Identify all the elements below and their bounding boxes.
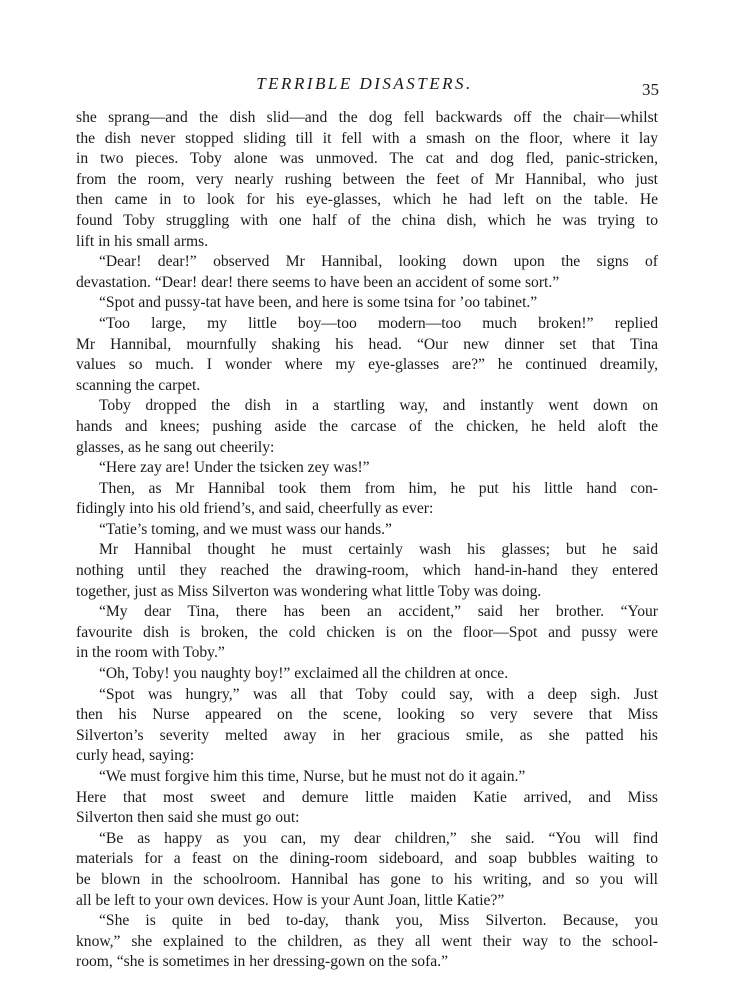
page-number: 35: [642, 80, 659, 99]
running-head: TERRIBLE DISASTERS.: [256, 74, 473, 93]
text-line: glasses, as he sang out cheerily:: [76, 438, 275, 456]
text-line: “Oh, Toby! you naughty boy!” exclaimed all the children at once.: [99, 665, 509, 683]
text-line: fidingly into his old friend’s, and said, cheerfully as ever:: [76, 500, 434, 518]
text-line: Silverton’s severity melted away in her gracious smile, as she patted his: [76, 726, 658, 744]
text-line: “She is quite in bed to-day, thank you, Miss Silverton. Because, you: [99, 912, 658, 930]
text-line: “Spot and pussy-tat have been, and here is some tsina for ’oo tabinet.”: [99, 294, 538, 312]
text-line: together, just as Miss Silverton was wondering what little Toby was doing.: [76, 582, 542, 600]
text-line: materials for a feast on the dining-room sideboard, and soap bubbles waiting to: [76, 850, 658, 868]
text-line: “My dear Tina, there has been an accident,” said her brother. “Your: [99, 603, 658, 621]
text-line: in the room with Toby.”: [76, 644, 225, 662]
text-line: be blown in the schoolroom. Hannibal has gone to his writing, and so you will: [76, 870, 658, 888]
text-line: found Toby struggling with one half of the china dish, which he was trying to: [76, 211, 658, 229]
text-line: then his Nurse appeared on the scene, looking so very severe that Miss: [76, 706, 658, 724]
text-line: Toby dropped the dish in a startling way, and instantly went down on: [99, 397, 658, 415]
text-line: “Too large, my little boy—too modern—too much broken!” replied: [99, 314, 658, 332]
text-line: from the room, very nearly rushing between the feet of Mr Hannibal, who just: [76, 170, 658, 188]
text-line: scanning the carpet.: [76, 376, 201, 394]
body-text: [76, 108, 658, 973]
text-line: values so much. I wonder where my eye-glasses are?” he continued dreamily,: [76, 356, 658, 374]
text-line: nothing until they reached the drawing-room, which hand-in-hand they entered: [76, 562, 658, 580]
text-line: she sprang—and the dish slid—and the dog fell backwards off the chair—whilst: [76, 109, 658, 126]
text-line: room, “she is sometimes in her dressing-gown on the sofa.”: [76, 953, 449, 971]
text-line: hands and knees; pushing aside the carcase of the chicken, he held aloft the: [76, 417, 658, 435]
text-line: “Tatie’s toming, and we must wass our hands.”: [99, 520, 392, 538]
text-line: Here that most sweet and demure little maiden Katie arrived, and Miss: [76, 788, 658, 806]
text-line: lift in his small arms.: [76, 232, 209, 250]
text-line: know,” she explained to the children, as they all went their way to the school-: [76, 932, 658, 950]
text-line: curly head, saying:: [76, 747, 195, 765]
text-line: the dish never stopped sliding till it fell with a smash on the floor, where it lay: [76, 129, 658, 147]
text-line: favourite dish is broken, the cold chicken is on the floor—Spot and pussy were: [76, 623, 658, 641]
text-line: in two pieces. Toby alone was unmoved. The cat and dog fled, panic-stricken,: [76, 150, 658, 168]
text-line: “Be as happy as you can, my dear children,” she said. “You will find: [99, 829, 658, 847]
text-line: “Dear! dear!” observed Mr Hannibal, looking down upon the signs of: [99, 253, 658, 271]
text-line: Then, as Mr Hannibal took them from him, he put his little hand con-: [99, 479, 658, 497]
text-line: then came in to look for his eye-glasses, which he had left on the table. He: [76, 191, 658, 209]
text-line: devastation. “Dear! dear! there seems to have been an accident of some sort.”: [76, 273, 560, 291]
text-line: Silverton then said she must go out:: [76, 809, 300, 827]
text-line: “Here zay are! Under the tsicken zey was!”: [99, 459, 370, 477]
text-line: “Spot was hungry,” was all that Toby could say, with a deep sigh. Just: [99, 685, 658, 703]
text-line: Mr Hannibal, mournfully shaking his head. “Our new dinner set that Tina: [76, 335, 658, 353]
text-line: “We must forgive him this time, Nurse, but he must not do it again.”: [99, 768, 526, 785]
text-line: Mr Hannibal thought he must certainly wash his glasses; but he said: [99, 541, 658, 559]
text-line: all be left to your own devices. How is your Aunt Joan, little Katie?”: [76, 891, 505, 909]
